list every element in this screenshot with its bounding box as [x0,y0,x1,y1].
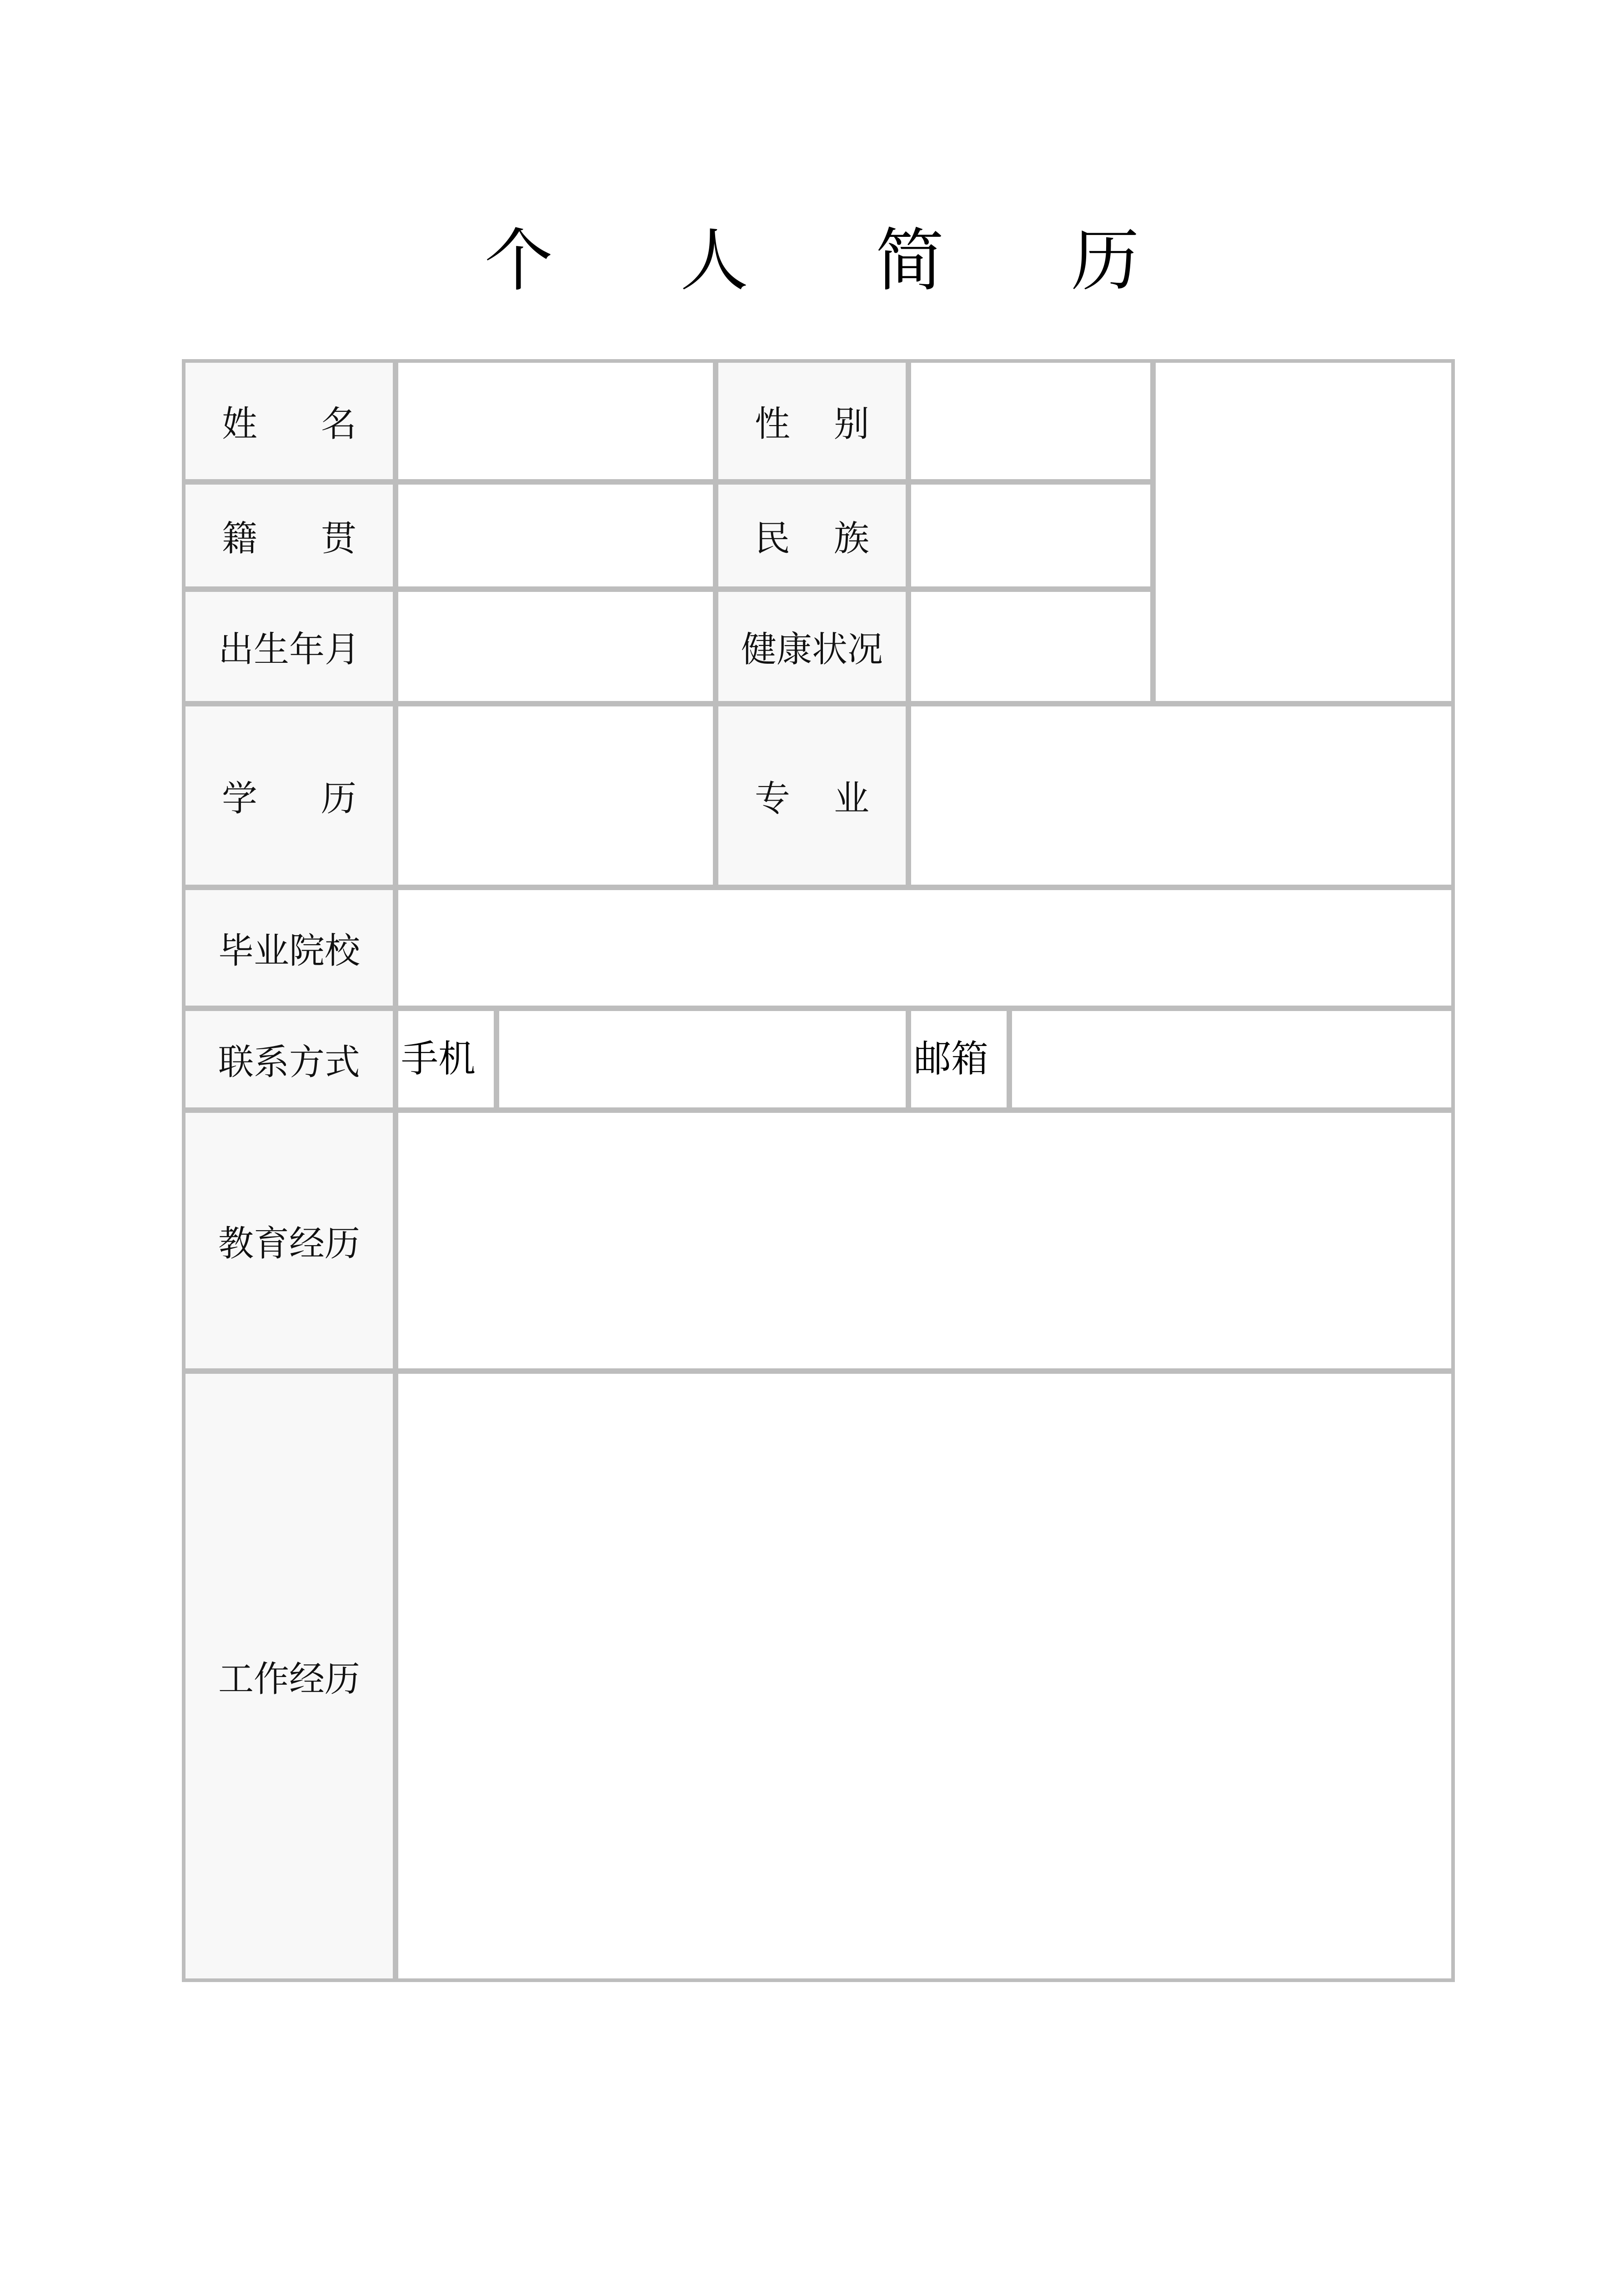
phone-label: 手机 [398,1011,494,1107]
title-char: 个 [484,221,553,300]
birth-date-field[interactable] [398,592,713,701]
native-place-label: 籍 贯 [185,485,393,586]
contact-label: 联系方式 [185,1011,393,1107]
ethnicity-field[interactable] [911,485,1150,586]
education-history-field[interactable] [398,1113,1451,1368]
education-history-label: 教育经历 [185,1113,393,1368]
phone-field[interactable] [499,1011,906,1107]
gender-label: 性 别 [718,363,906,479]
work-history-label: 工作经历 [185,1374,393,1978]
email-field[interactable] [1012,1011,1451,1107]
title-char: 历 [1071,221,1140,300]
resume-form-table [182,359,1455,1982]
health-field[interactable] [911,592,1150,701]
education-level-label: 学 历 [185,706,393,885]
major-field[interactable] [911,706,1451,885]
graduated-school-label: 毕业院校 [185,890,393,1006]
email-label: 邮箱 [911,1011,1007,1107]
native-place-field[interactable] [398,485,713,586]
work-history-field[interactable] [398,1374,1451,1978]
gender-field[interactable] [911,363,1150,479]
name-label: 姓 名 [185,363,393,479]
birth-date-label: 出生年月 [185,592,393,701]
education-level-field[interactable] [398,706,713,885]
major-label: 专 业 [718,706,906,885]
photo-box[interactable] [1156,363,1451,701]
page-title [0,200,1624,309]
health-label: 健康状况 [718,592,906,701]
graduated-school-field[interactable] [398,890,1451,1006]
title-char: 人 [680,221,748,300]
name-field[interactable] [398,363,713,479]
ethnicity-label: 民 族 [718,485,906,586]
title-char: 简 [876,221,944,300]
